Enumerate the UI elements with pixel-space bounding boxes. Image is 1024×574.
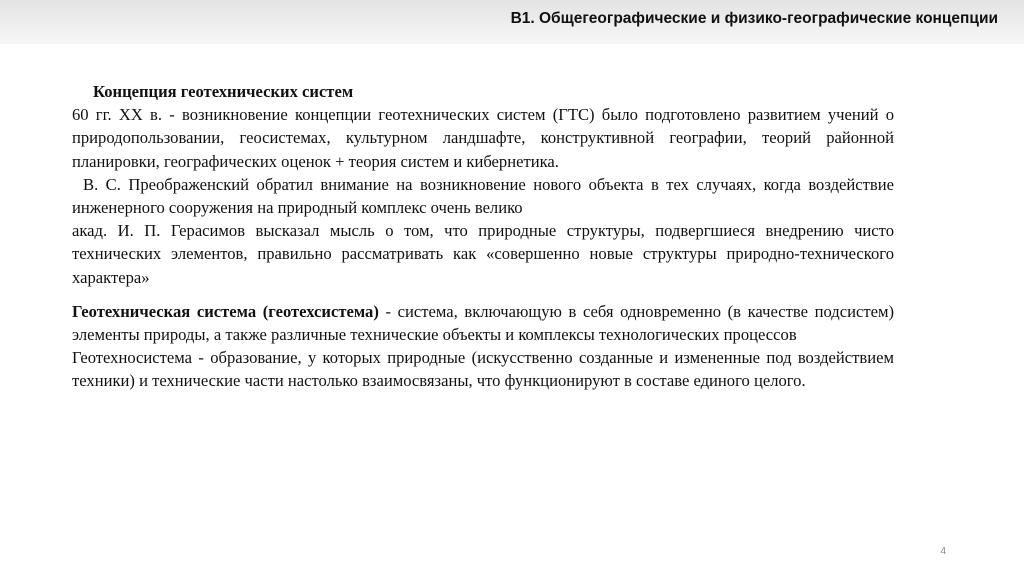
paragraph-gerasimov: акад. И. П. Герасимов высказал мысль о том, что природные структуры, подвергшиеся внедрению чисто технических элементов, правильно рассматривать как «совершенно новые структуры природно-технического характера»	[72, 221, 894, 287]
paragraph-preobrazhensky: В. С. Преображенский обратил внимание на возникновение нового объекта в тех случаях, когда воздействие инженерного сооружения на природный комплекс очень велико	[72, 174, 894, 218]
page-number: 4	[940, 546, 946, 557]
paragraph-definition	[72, 300, 894, 346]
slide-title: В1. Общегеографические и физико-географические концепции	[510, 10, 998, 27]
section-heading: Концепция геотехнических систем	[93, 82, 354, 101]
definition-text: - система, включающую в себя одновременно (в качестве подсистем) элементы природы, а также различные технические объекты и комплексы технологических процессов	[72, 301, 894, 345]
paragraph-geotechnosystem: Геотехносистема - образование, у которых природные (искусственно созданные и измененные под воздействием техники) и технические части настолько взаимосвязаны, что функционируют в составе единого целого.	[72, 348, 894, 391]
slide-content	[72, 80, 894, 393]
definition-term: Геотехническая система (геотехсистема)	[72, 301, 379, 321]
paragraph-origin: 60 гг. XX в. - возникновение концепции геотехнических систем (ГТС) было подготовлено развитием учений о природопользовании, геосистемах, культурном ландшафте, конструктивной географии, теорий районной планировки, географических оценок + теория систем и кибернетика.	[72, 105, 894, 171]
